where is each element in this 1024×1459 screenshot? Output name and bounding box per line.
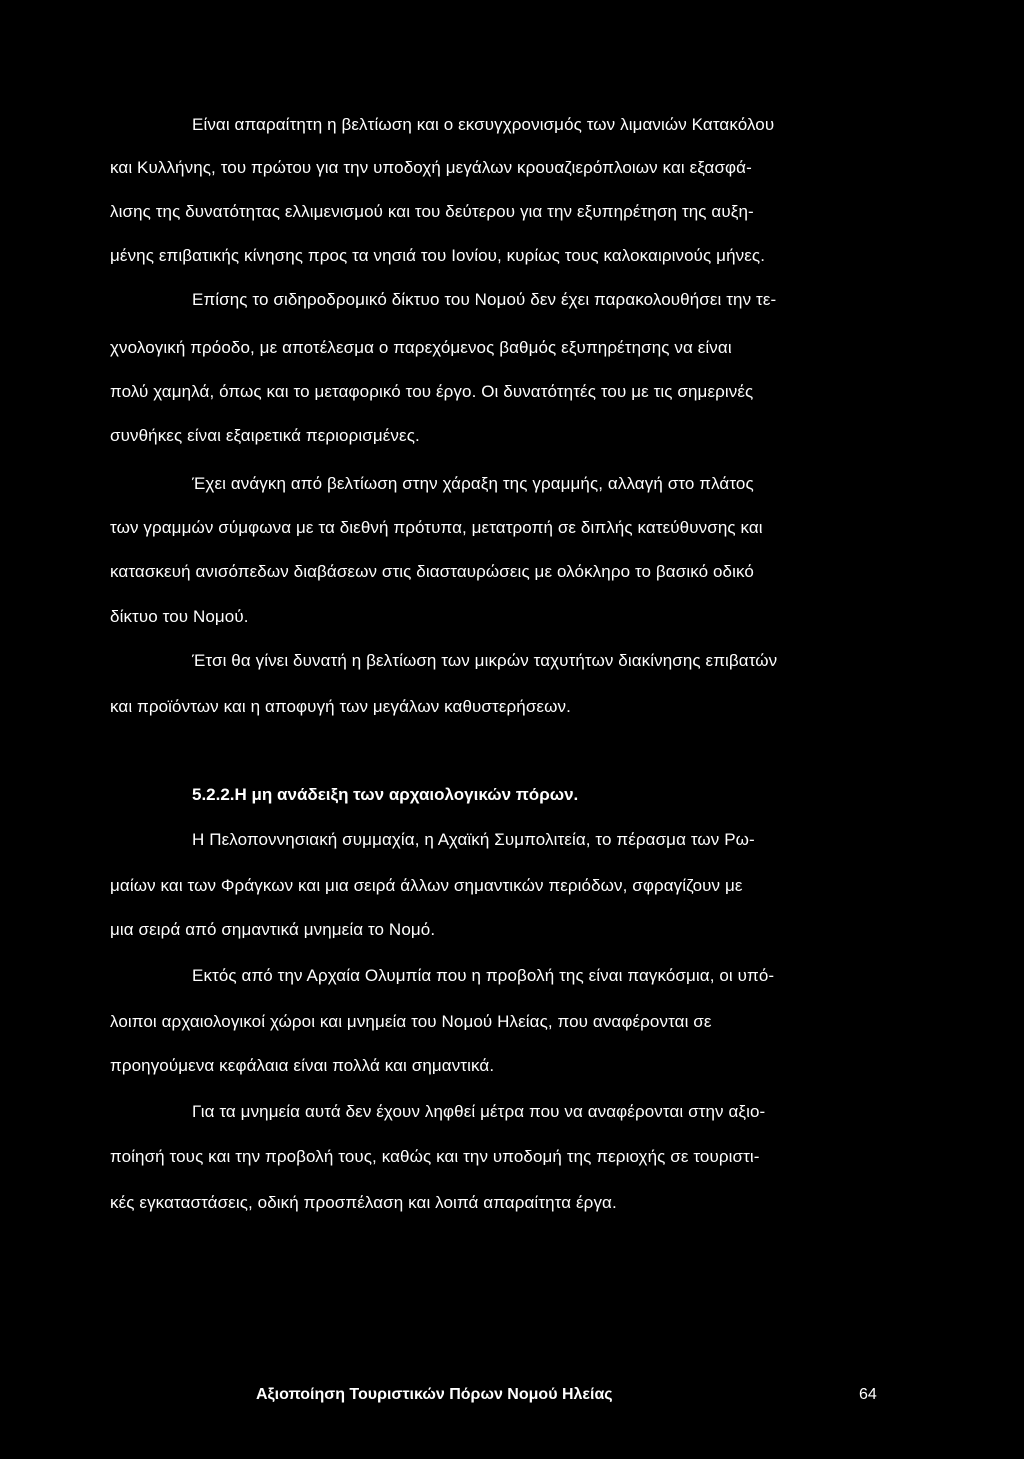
page-number: 64 (859, 1386, 877, 1403)
paragraph-line: χνολογική πρόοδο, με αποτέλεσμα ο παρεχόμενος βαθμός εξυπηρέτησης να είναι (110, 338, 732, 357)
section-heading: 5.2.2.Η μη ανάδειξη των αρχαιολογικών πόρων. (192, 785, 579, 804)
paragraph-line: Έχει ανάγκη από βελτίωση στην χάραξη της γραμμής, αλλαγή στο πλάτος (192, 474, 754, 493)
paragraph-line: λισης της δυνατότητας ελλιμενισμού και του δεύτερου για την εξυπηρέτηση της αυξη- (110, 202, 754, 221)
footer-title: Αξιοποίηση Τουριστικών Πόρων Νομού Ηλείας (256, 1386, 613, 1403)
paragraph-line: και Κυλλήνης, του πρώτου για την υποδοχή μεγάλων κρουαζιερόπλοιων και εξασφά- (110, 158, 752, 177)
paragraph-line: κατασκευή ανισόπεδων διαβάσεων στις διασταυρώσεις με ολόκληρο το βασικό οδικό (110, 562, 754, 581)
paragraph-line: Η Πελοποννησιακή συμμαχία, η Αχαϊκή Συμπολιτεία, το πέρασμα των Ρω- (192, 830, 755, 849)
paragraph-line: και προϊόντων και η αποφυγή των μεγάλων καθυστερήσεων. (110, 697, 571, 716)
paragraph-line: Είναι απαραίτητη η βελτίωση και ο εκσυγχρονισμός των λιμανιών Κατακόλου (192, 115, 775, 134)
paragraph-line: δίκτυο του Νομού. (110, 607, 249, 626)
paragraph-line: συνθήκες είναι εξαιρετικά περιορισμένες. (110, 426, 420, 445)
paragraph-line: κές εγκαταστάσεις, οδική προσπέλαση και λοιπά απαραίτητα έργα. (110, 1193, 617, 1212)
paragraph-line: μένης επιβατικής κίνησης προς τα νησιά του Ιονίου, κυρίως τους καλοκαιρινούς μήνες. (110, 246, 766, 265)
paragraph-line: Εκτός από την Αρχαία Ολυμπία που η προβολή της είναι παγκόσμια, οι υπό- (192, 966, 775, 985)
paragraph-line: των γραμμών σύμφωνα με τα διεθνή πρότυπα, μετατροπή σε διπλής κατεύθυνσης και (110, 518, 763, 537)
paragraph-line: ποίησή τους και την προβολή τους, καθώς και την υποδομή της περιοχής σε τουριστι- (110, 1147, 760, 1166)
paragraph-line: προηγούμενα κεφάλαια είναι πολλά και σημαντικά. (110, 1056, 495, 1075)
paragraph-line: μαίων και των Φράγκων και μια σειρά άλλων σημαντικών περιόδων, σφραγίζουν με (110, 876, 743, 895)
paragraph-line: Επίσης το σιδηροδρομικό δίκτυο του Νομού δεν έχει παρακολουθήσει την τε- (192, 290, 777, 309)
paragraph-line: μια σειρά από σημαντικά μνημεία το Νομό. (110, 920, 436, 939)
paragraph-line: Για τα μνημεία αυτά δεν έχουν ληφθεί μέτρα που να αναφέρονται στην αξιο- (192, 1102, 766, 1121)
paragraph-line: πολύ χαμηλά, όπως και το μεταφορικό του έργο. Οι δυνατότητές του με τις σημερινές (110, 382, 754, 401)
paragraph-line: Έτσι θα γίνει δυνατή η βελτίωση των μικρών ταχυτήτων διακίνησης επιβατών (192, 651, 778, 670)
paragraph-line: λοιποι αρχαιολογικοί χώροι και μνημεία του Νομού Ηλείας, που αναφέρονται σε (110, 1012, 712, 1031)
